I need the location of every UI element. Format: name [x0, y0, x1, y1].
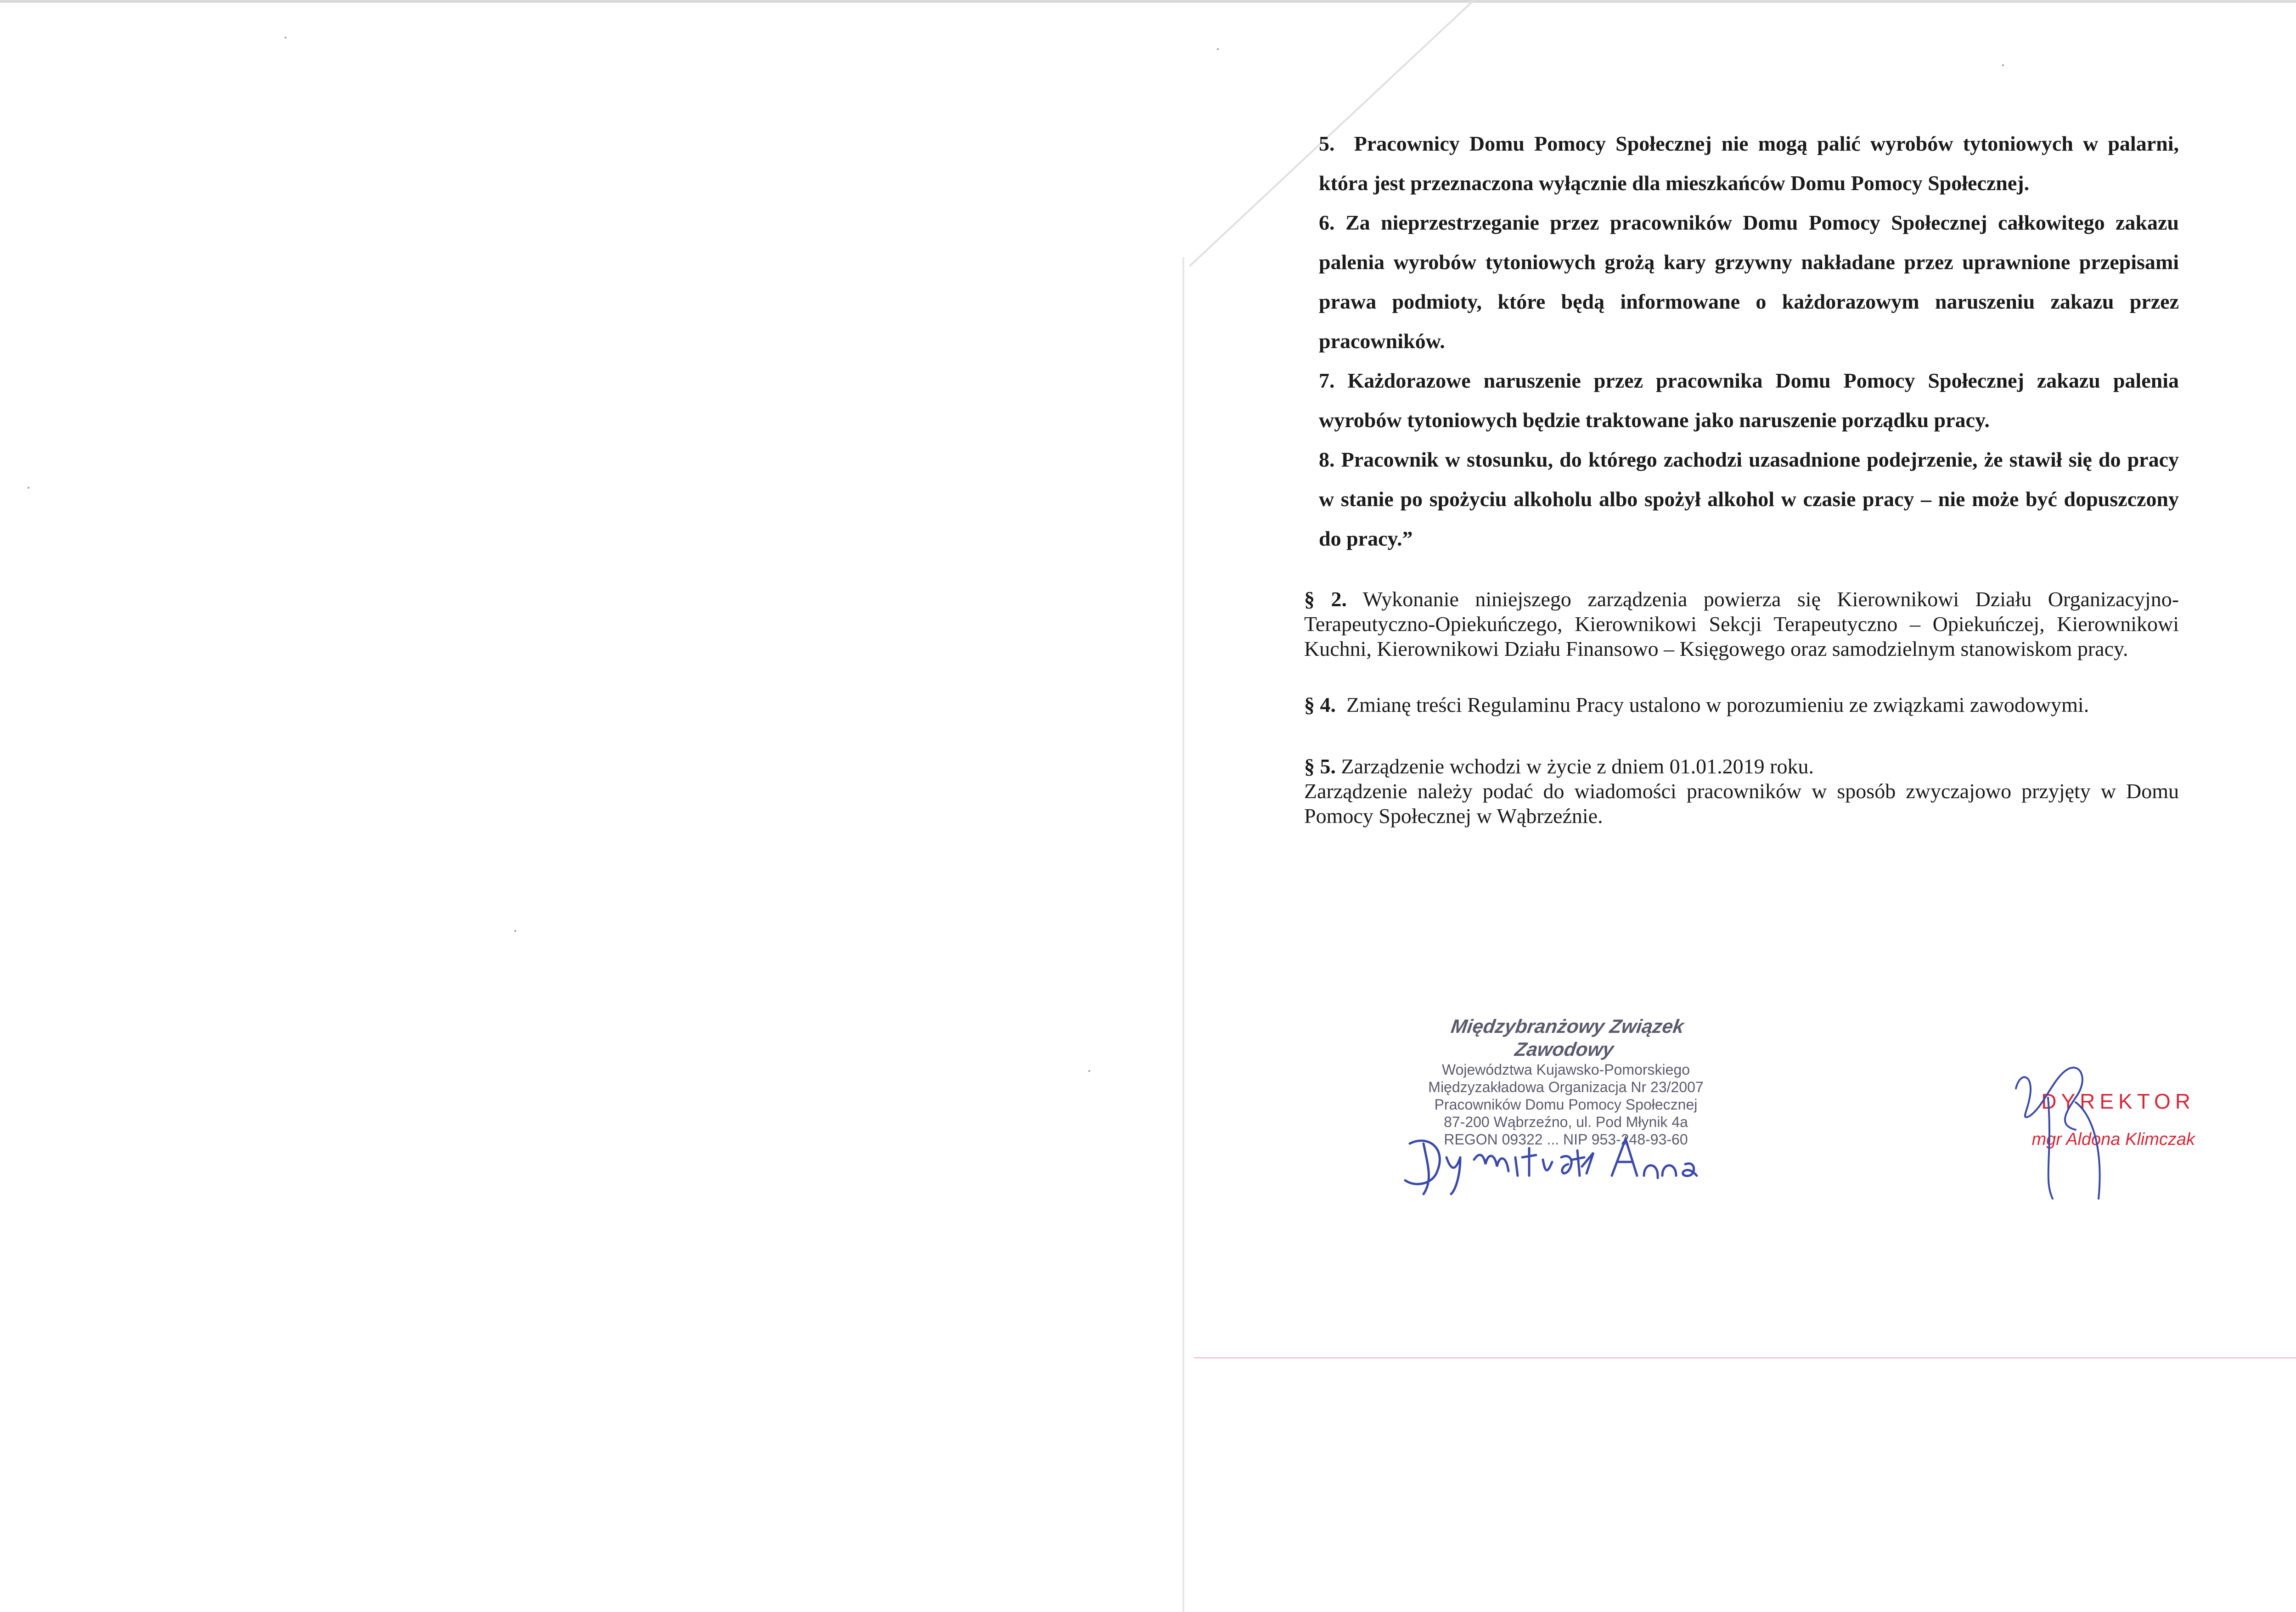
list-item: 7. Każdorazowe naruszenie przez pracownika Domu Pomocy Społecznej zakazu palenia wyrobów tytoniowych będzie traktowane jako naruszenie porządku pracy.	[1319, 369, 2179, 432]
fold-line-vertical	[1182, 257, 1184, 1612]
stamp-line: Województwa Kujawsko-Pomorskiego	[1441, 1061, 1690, 1078]
document-body	[1304, 124, 2179, 829]
union-signature	[1396, 1125, 1727, 1199]
section-5: § 5. Zarządzenie wchodzi w życie z dniem 01.01.2019 roku.	[1304, 755, 1814, 778]
regulation-list	[1304, 124, 2179, 558]
section-4: § 4. Zmianę treści Regulaminu Pracy ustalono w porozumieniu ze związkami zawodowymi.	[1304, 693, 2089, 716]
stamp-line: Pracowników Domu Pomocy Społecznej	[1434, 1096, 1698, 1113]
list-item: 8. Pracownik w stosunku, do którego zachodzi uzasadnione podejrzenie, że stawił się do pracy w stanie po spożyciu alkoholu albo spożył alkohol w czasie pracy – nie może być dopuszczony do pracy.”	[1319, 448, 2179, 550]
director-signature	[2002, 1061, 2131, 1208]
speck	[2002, 64, 2004, 66]
director-title: DYREKTOR	[2041, 1089, 2195, 1113]
paper-line	[1194, 1357, 2296, 1358]
speck	[1088, 1070, 1090, 1072]
list-item: 6. Za nieprzestrzeganie przez pracowników Domu Pomocy Społecznej całkowitego zakazu palenia wyrobów tytoniowych grożą kary grzywny nakładane przez uprawnione przepisami prawa podmioty, które będą informowane o każdorazowym naruszeniu zakazu przez pracowników.	[1319, 211, 2179, 353]
director-name: mgr Aldona Klimczak	[2032, 1130, 2195, 1149]
speck	[514, 930, 516, 932]
stamp-line: REGON 09322 ... NIP 953-248-93-60	[1444, 1131, 1688, 1148]
section-5-note: Zarządzenie należy podać do wiadomości pracowników w sposób zwyczajowo przyjęty w Domu Pomocy Społecznej w Wąbrzeźnie.	[1304, 779, 2179, 828]
speck	[1217, 48, 1219, 50]
list-item: 5. Pracownicy Domu Pomocy Społecznej nie mogą palić wyrobów tytoniowych w palarni, która jest przeznaczona wyłącznie dla mieszkańców Domu Pomocy Społecznej.	[1319, 132, 2179, 195]
speck	[285, 37, 287, 39]
stamp-line: Międzybranżowy Związek Zawodowy	[1450, 1015, 1686, 1060]
scan-edge-right	[1469, 0, 2296, 2]
section-2: § 2. Wykonanie niniejszego zarządzenia powierza się Kierownikowi Działu Organizacyjno-Terapeutyczno-Opiekuńczego, Kierownikowi Sekcji Terapeutyczno – Opiekuńczej, Kierownikowi Kuchni, Kierownikowi Działu Finansowo – Księgowego oraz samodzielnym stanowiskom pracy.	[1304, 587, 2179, 660]
stamp-line: 87-200 Wąbrzeźno, ul. Pod Młynik 4a	[1444, 1114, 1688, 1130]
speck	[28, 487, 29, 489]
stamp-line: Międzyzakładowa Organizacja Nr 23/2007	[1428, 1079, 1704, 1095]
